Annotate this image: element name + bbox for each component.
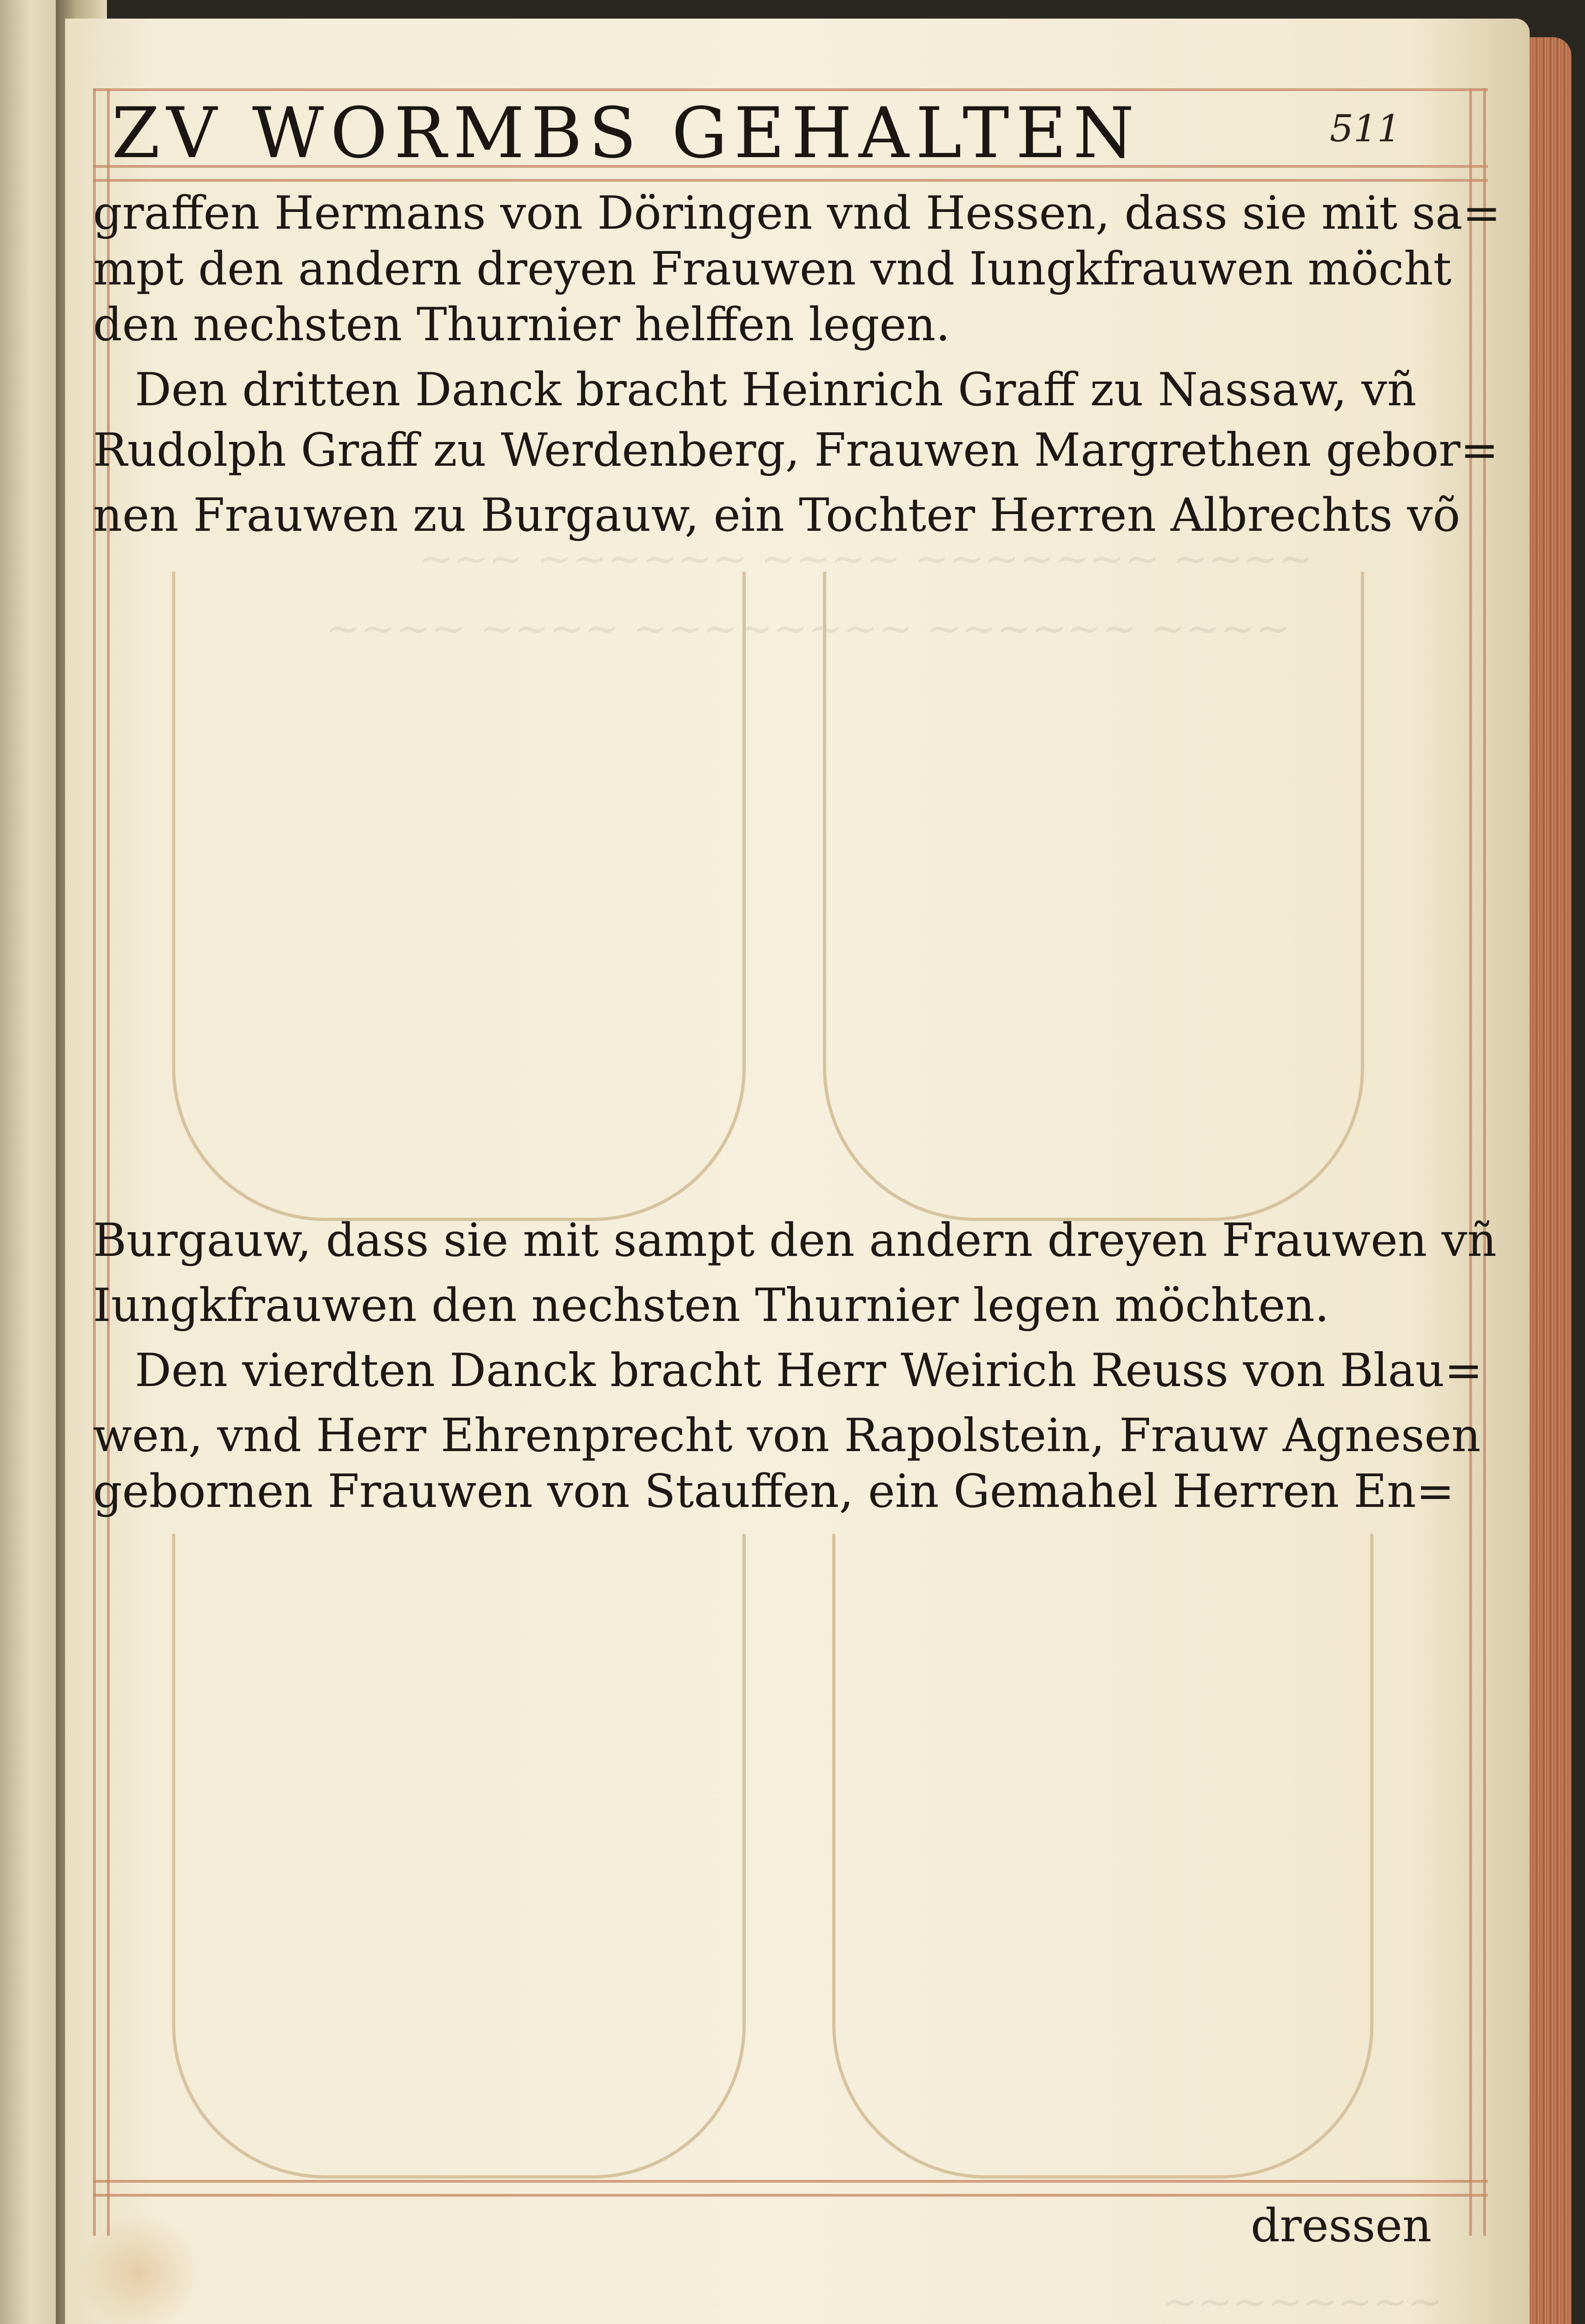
ruled-line-right [1483,88,1486,2236]
empty-shield-outline [172,1534,746,2179]
bleed-through-text: ~~~~ ~~~~ ~~~~~~~~ ~~~~~~ ~~~~ [325,604,1291,653]
text-line: Rudolph Graff zu Werdenberg, Frauwen Margrethen gebor= [93,424,1499,477]
empty-shield-outline [172,572,746,1221]
empty-shield-outline [832,1534,1373,2179]
page-title: ZV WORMBS GEHALTEN [112,93,1141,174]
text-line: Den dritten Danck bracht Heinrich Graff zu Nassaw, vñ [135,363,1417,416]
text-line: Den vierdten Danck bracht Herr Weirich Reuss von Blau= [135,1344,1483,1397]
ruled-line-bottom [93,2180,1488,2183]
folio-number: 511 [1330,107,1401,150]
ruled-line-top [93,88,1488,91]
text-line: gebornen Frauwen von Stauffen, ein Gemahel Herren En= [93,1465,1454,1518]
text-line: den nechsten Thurnier helffen legen. [93,298,950,351]
text-line: Burgauw, dass sie mit sampt den andern dreyen Frauwen vñ [93,1214,1497,1267]
ruled-line-bottom [93,2194,1488,2197]
ruled-line-left [93,88,96,2236]
facing-page-edge [0,0,56,2324]
catchword: dressen [1251,2199,1432,2252]
ruled-line-left [107,88,110,2236]
empty-shield-outline [823,572,1364,1221]
text-line: nen Frauwen zu Burgauw, ein Tochter Herren Albrechts võ [93,489,1460,542]
text-line: wen, vnd Herr Ehrenprecht von Rapolstein, Frauw Agnesen [93,1409,1481,1462]
bleed-through-text: ~~~ ~~~~~~ ~~~~ ~~~~~~~ ~~~~ [418,535,1313,583]
bleed-through-text: ~~~~~~~~ [1162,2278,1443,2324]
ruled-line-header [93,179,1488,182]
ruled-line-right [1469,88,1472,2236]
text-line: mpt den andern dreyen Frauwen vnd Iungkfrauwen möcht [93,243,1452,296]
text-line: graffen Hermans von Döringen vnd Hessen, dass sie mit sa= [93,187,1501,240]
text-line: Iungkfrauwen den nechsten Thurnier legen möchten. [93,1279,1329,1332]
